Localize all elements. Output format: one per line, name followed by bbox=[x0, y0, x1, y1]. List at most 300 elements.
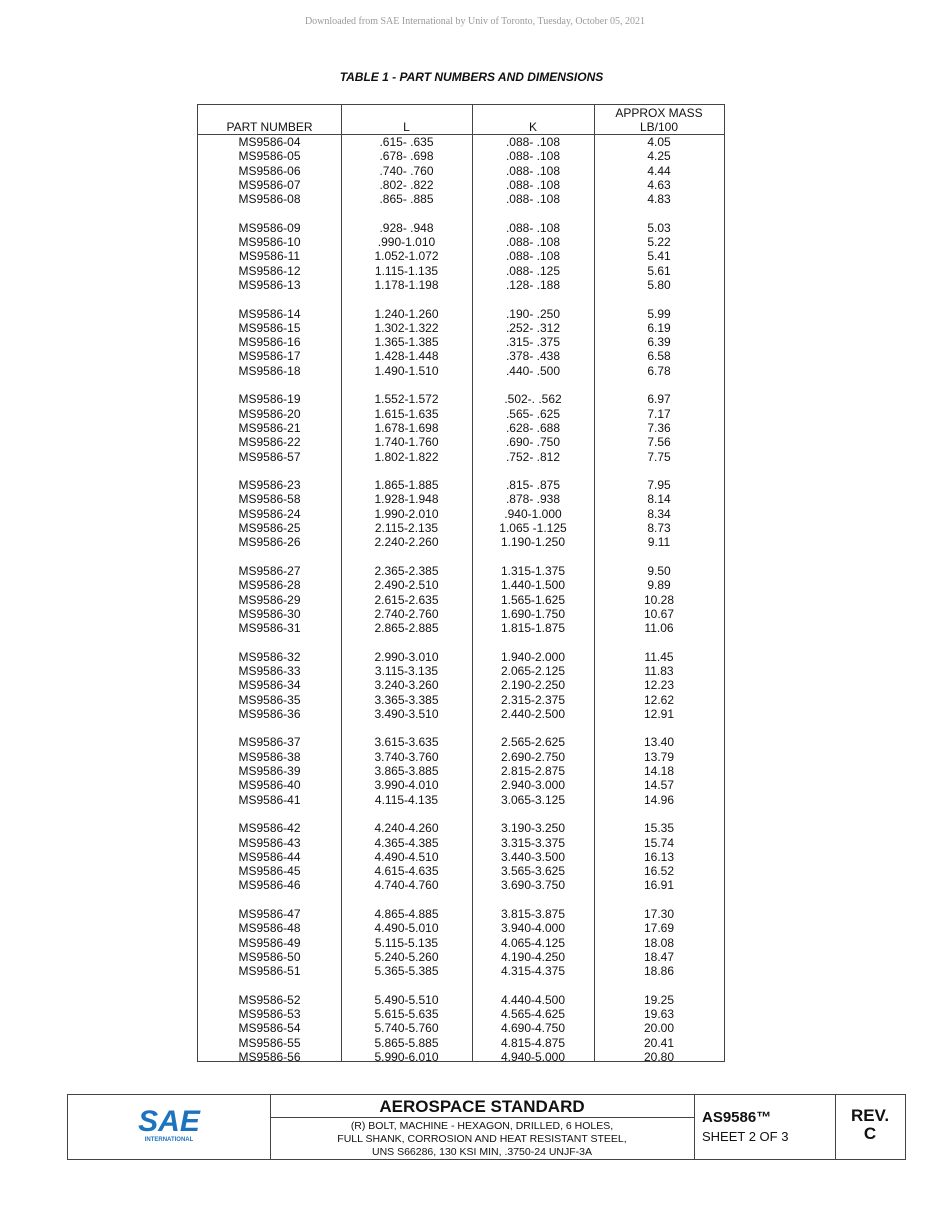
part-number-cell: MS9586-50 bbox=[238, 949, 301, 964]
part-number-cell: MS9586-32 bbox=[238, 649, 301, 664]
k-dimension-cell: .252- .312 bbox=[505, 320, 561, 335]
table-row bbox=[198, 1036, 724, 1050]
mass-cell: 4.63 bbox=[647, 177, 671, 192]
mass-cell: 19.63 bbox=[643, 1007, 675, 1022]
table-row bbox=[198, 435, 724, 449]
revision-value: C bbox=[863, 1124, 877, 1143]
k-dimension-cell: .088- .108 bbox=[505, 192, 561, 207]
table-row bbox=[198, 564, 724, 578]
l-dimension-cell: 1.115-1.135 bbox=[374, 263, 439, 278]
part-numbers-table bbox=[197, 104, 725, 1062]
table-title: TABLE 1 - PART NUMBERS AND DIMENSIONS bbox=[339, 70, 604, 84]
table-row bbox=[198, 507, 724, 521]
part-number-cell: MS9586-46 bbox=[238, 878, 301, 893]
part-number-cell: MS9586-06 bbox=[238, 163, 301, 178]
k-dimension-cell: .190- .250 bbox=[505, 306, 561, 321]
mass-cell: 6.58 bbox=[647, 349, 671, 364]
part-number-cell: MS9586-41 bbox=[238, 792, 301, 807]
part-number-cell: MS9586-25 bbox=[238, 521, 301, 536]
part-number-cell: MS9586-55 bbox=[238, 1035, 301, 1050]
table-row bbox=[198, 907, 724, 921]
part-number-cell: MS9586-23 bbox=[238, 478, 301, 493]
document-number: AS9586™ bbox=[702, 1109, 772, 1126]
mass-cell: 17.30 bbox=[643, 907, 675, 922]
l-dimension-cell: 1.615-1.635 bbox=[374, 406, 439, 421]
mass-cell: 15.74 bbox=[643, 835, 675, 850]
l-dimension-cell: 5.240-5.260 bbox=[374, 949, 439, 964]
mass-cell: 6.39 bbox=[647, 335, 671, 350]
part-number-cell: MS9586-14 bbox=[238, 306, 301, 321]
mass-cell: 11.83 bbox=[644, 663, 674, 678]
download-watermark: Downloaded from SAE International by Univ of Toronto, Tuesday, October 05, 2021 bbox=[304, 16, 646, 27]
mass-cell: 9.50 bbox=[647, 563, 671, 578]
title-cell bbox=[270, 1095, 695, 1159]
table-row bbox=[198, 993, 724, 1007]
mass-cell: 15.35 bbox=[643, 821, 675, 836]
table-row bbox=[198, 578, 724, 592]
part-number-cell: MS9586-19 bbox=[238, 392, 301, 407]
part-number-cell: MS9586-20 bbox=[238, 406, 301, 421]
header-mass-line1: APPROX MASS bbox=[615, 106, 703, 120]
k-dimension-cell: .088- .125 bbox=[505, 263, 561, 278]
k-dimension-cell: 3.190-3.250 bbox=[500, 821, 566, 836]
part-number-cell: MS9586-05 bbox=[238, 149, 301, 164]
table-row bbox=[198, 421, 724, 435]
table-row bbox=[198, 1021, 724, 1035]
part-number-cell: MS9586-51 bbox=[238, 964, 301, 979]
revision-cell bbox=[835, 1095, 905, 1159]
mass-cell: 4.05 bbox=[647, 135, 671, 149]
table-row bbox=[198, 593, 724, 607]
mass-cell: 12.62 bbox=[643, 692, 675, 707]
k-dimension-cell: 4.440-4.500 bbox=[500, 992, 566, 1007]
part-number-cell: MS9586-43 bbox=[238, 835, 301, 850]
l-dimension-cell: 3.115-3.135 bbox=[374, 663, 439, 678]
mass-cell: 6.78 bbox=[647, 363, 671, 378]
l-dimension-cell: 5.615-5.635 bbox=[374, 1007, 439, 1022]
k-dimension-cell: 4.565-4.625 bbox=[500, 1007, 566, 1022]
title-block bbox=[67, 1094, 906, 1160]
part-number-cell: MS9586-09 bbox=[238, 220, 301, 235]
mass-cell: 5.22 bbox=[647, 235, 671, 250]
l-dimension-cell: 4.865-4.885 bbox=[374, 907, 439, 922]
k-dimension-cell: .088- .108 bbox=[505, 163, 561, 178]
l-dimension-cell: .615- .635 bbox=[379, 135, 434, 149]
part-description bbox=[270, 1118, 694, 1159]
part-number-cell: MS9586-30 bbox=[238, 606, 301, 621]
k-dimension-cell: .690- .750 bbox=[505, 435, 561, 450]
mass-cell: 18.47 bbox=[643, 949, 675, 964]
l-dimension-cell: 4.615-4.635 bbox=[374, 864, 439, 879]
table-row bbox=[198, 478, 724, 492]
mass-cell: 7.17 bbox=[647, 406, 671, 421]
k-dimension-cell: .815- .875 bbox=[505, 478, 561, 493]
mass-cell: 8.73 bbox=[647, 521, 671, 536]
row-group bbox=[198, 735, 724, 821]
part-number-cell: MS9586-11 bbox=[238, 249, 301, 264]
part-number-cell: MS9586-35 bbox=[238, 692, 301, 707]
l-dimension-cell: 1.802-1.822 bbox=[374, 449, 439, 464]
l-dimension-cell: 1.552-1.572 bbox=[374, 392, 439, 407]
table-row bbox=[198, 135, 724, 149]
k-dimension-cell: .088- .108 bbox=[505, 249, 561, 264]
mass-cell: 14.57 bbox=[643, 778, 675, 793]
part-number-cell: MS9586-21 bbox=[238, 420, 301, 435]
table-row bbox=[198, 678, 724, 692]
l-dimension-cell: 3.990-4.010 bbox=[374, 778, 439, 793]
k-dimension-cell: .088- .108 bbox=[505, 135, 561, 149]
mass-cell: 6.19 bbox=[647, 320, 671, 335]
l-dimension-cell: 2.490-2.510 bbox=[374, 578, 439, 593]
k-dimension-cell: 2.190-2.250 bbox=[500, 678, 566, 693]
l-dimension-cell: 2.240-2.260 bbox=[374, 535, 439, 550]
k-dimension-cell: 4.315-4.375 bbox=[500, 964, 566, 979]
table-row bbox=[198, 707, 724, 721]
part-number-cell: MS9586-37 bbox=[238, 735, 301, 750]
mass-cell: 9.89 bbox=[647, 578, 671, 593]
table-row bbox=[198, 921, 724, 935]
l-dimension-cell: .928- .948 bbox=[379, 220, 434, 235]
table-row bbox=[198, 778, 724, 792]
description-line: FULL SHANK, CORROSION AND HEAT RESISTANT STEEL, bbox=[337, 1133, 627, 1145]
mass-cell: 18.86 bbox=[643, 964, 675, 979]
row-group bbox=[198, 307, 724, 393]
k-dimension-cell: 4.065-4.125 bbox=[500, 935, 566, 950]
mass-cell: 16.52 bbox=[643, 864, 675, 879]
row-group bbox=[198, 821, 724, 907]
logo-text: SAE bbox=[138, 1105, 200, 1138]
k-dimension-cell: 2.940-3.000 bbox=[500, 778, 566, 793]
l-dimension-cell: 2.865-2.885 bbox=[374, 621, 439, 636]
table-row bbox=[198, 836, 724, 850]
l-dimension-cell: 1.490-1.510 bbox=[374, 363, 439, 378]
k-dimension-cell: .502-. .562 bbox=[504, 392, 562, 407]
k-dimension-cell: 3.065-3.125 bbox=[500, 792, 566, 807]
part-number-cell: MS9586-42 bbox=[238, 821, 301, 836]
header-part-number: PART NUMBER bbox=[226, 120, 313, 134]
header-approx-mass bbox=[594, 106, 724, 134]
mass-cell: 14.18 bbox=[643, 764, 675, 779]
table-row bbox=[198, 178, 724, 192]
k-dimension-cell: .088- .108 bbox=[505, 177, 561, 192]
k-dimension-cell: .940-1.000 bbox=[504, 506, 562, 521]
l-dimension-cell: 1.302-1.322 bbox=[374, 320, 439, 335]
table-row bbox=[198, 321, 724, 335]
l-dimension-cell: 3.240-3.260 bbox=[374, 678, 439, 693]
part-number-cell: MS9586-07 bbox=[238, 177, 301, 192]
k-dimension-cell: .440- .500 bbox=[505, 363, 561, 378]
part-number-cell: MS9586-16 bbox=[238, 335, 301, 350]
l-dimension-cell: 4.365-4.385 bbox=[374, 835, 439, 850]
k-dimension-cell: 3.565-3.625 bbox=[500, 864, 566, 879]
l-dimension-cell: 1.990-2.010 bbox=[374, 506, 439, 521]
part-number-cell: MS9586-12 bbox=[238, 263, 301, 278]
part-number-cell: MS9586-15 bbox=[238, 320, 301, 335]
l-dimension-cell: 3.365-3.385 bbox=[374, 692, 439, 707]
table-row bbox=[198, 621, 724, 635]
table-row bbox=[198, 264, 724, 278]
row-group bbox=[198, 993, 724, 1079]
table-row bbox=[198, 407, 724, 421]
row-group bbox=[198, 650, 724, 736]
table-row bbox=[198, 235, 724, 249]
l-dimension-cell: 2.365-2.385 bbox=[374, 563, 439, 578]
mass-cell: 5.80 bbox=[647, 277, 671, 292]
table-row bbox=[198, 364, 724, 378]
table-row bbox=[198, 492, 724, 506]
part-number-cell: MS9586-28 bbox=[238, 578, 301, 593]
l-dimension-cell: 1.428-1.448 bbox=[374, 349, 439, 364]
table-row bbox=[198, 1007, 724, 1021]
mass-cell: 9.11 bbox=[647, 535, 671, 550]
row-group bbox=[198, 564, 724, 650]
table-row bbox=[198, 164, 724, 178]
l-dimension-cell: 3.490-3.510 bbox=[374, 706, 439, 721]
k-dimension-cell: .378- .438 bbox=[505, 349, 561, 364]
mass-cell: 16.13 bbox=[643, 849, 675, 864]
table-row bbox=[198, 864, 724, 878]
table-row bbox=[198, 450, 724, 464]
k-dimension-cell: 1.440-1.500 bbox=[500, 578, 566, 593]
l-dimension-cell: 2.990-3.010 bbox=[374, 649, 439, 664]
k-dimension-cell: .128- .188 bbox=[505, 277, 561, 292]
l-dimension-cell: 3.865-3.885 bbox=[374, 764, 439, 779]
row-group bbox=[198, 478, 724, 564]
k-dimension-cell: 3.690-3.750 bbox=[500, 878, 566, 893]
part-number-cell: MS9586-58 bbox=[238, 492, 301, 507]
table-row bbox=[198, 750, 724, 764]
mass-cell: 20.41 bbox=[643, 1035, 675, 1050]
table-row bbox=[198, 793, 724, 807]
l-dimension-cell: 3.740-3.760 bbox=[374, 749, 439, 764]
table-row bbox=[198, 735, 724, 749]
table-row bbox=[198, 349, 724, 363]
part-number-cell: MS9586-57 bbox=[238, 449, 301, 464]
part-number-cell: MS9586-13 bbox=[238, 277, 301, 292]
mass-cell: 14.96 bbox=[643, 792, 675, 807]
k-dimension-cell: .628- .688 bbox=[505, 420, 561, 435]
part-number-cell: MS9586-45 bbox=[238, 864, 301, 879]
l-dimension-cell: 3.615-3.635 bbox=[374, 735, 439, 750]
mass-cell: 4.25 bbox=[647, 149, 671, 164]
mass-cell: 13.79 bbox=[643, 749, 675, 764]
table-row bbox=[198, 650, 724, 664]
mass-cell: 7.75 bbox=[647, 449, 671, 464]
k-dimension-cell: 4.690-4.750 bbox=[500, 1021, 566, 1036]
part-number-cell: MS9586-52 bbox=[238, 992, 301, 1007]
l-dimension-cell: 1.740-1.760 bbox=[374, 435, 439, 450]
l-dimension-cell: .990-1.010 bbox=[377, 235, 436, 250]
k-dimension-cell: 2.065-2.125 bbox=[500, 663, 566, 678]
part-number-cell: MS9586-04 bbox=[238, 135, 301, 149]
k-dimension-cell: .088- .108 bbox=[505, 149, 561, 164]
table-row bbox=[198, 335, 724, 349]
part-number-cell: MS9586-27 bbox=[238, 563, 301, 578]
k-dimension-cell: .315- .375 bbox=[505, 335, 561, 350]
k-dimension-cell: 2.565-2.625 bbox=[500, 735, 566, 750]
part-number-cell: MS9586-17 bbox=[238, 349, 301, 364]
table-row bbox=[198, 221, 724, 235]
row-group bbox=[198, 392, 724, 478]
mass-cell: 11.45 bbox=[644, 649, 674, 664]
mass-cell: 6.97 bbox=[647, 392, 671, 407]
l-dimension-cell: 4.240-4.260 bbox=[374, 821, 439, 836]
part-number-cell: MS9586-08 bbox=[238, 192, 301, 207]
table-row bbox=[198, 278, 724, 292]
table-row bbox=[198, 192, 724, 206]
table-row bbox=[198, 607, 724, 621]
l-dimension-cell: 2.740-2.760 bbox=[374, 606, 439, 621]
part-number-cell: MS9586-40 bbox=[238, 778, 301, 793]
sae-logo-icon bbox=[68, 1095, 270, 1159]
header-l: L bbox=[403, 120, 410, 134]
l-dimension-cell: 1.365-1.385 bbox=[374, 335, 439, 350]
table-row bbox=[198, 850, 724, 864]
k-dimension-cell: 4.815-4.875 bbox=[500, 1035, 566, 1050]
mass-cell: 4.83 bbox=[647, 192, 671, 207]
table-row bbox=[198, 1050, 724, 1064]
table-row bbox=[198, 950, 724, 964]
header-k: K bbox=[528, 120, 537, 134]
k-dimension-cell: 3.940-4.000 bbox=[500, 921, 566, 936]
part-number-cell: MS9586-18 bbox=[238, 363, 301, 378]
mass-cell: 18.08 bbox=[643, 935, 675, 950]
table-row bbox=[198, 392, 724, 406]
mass-cell: 7.36 bbox=[647, 420, 671, 435]
k-dimension-cell: 2.315-2.375 bbox=[500, 692, 566, 707]
mass-cell: 16.91 bbox=[643, 878, 675, 893]
standard-title: AEROSPACE STANDARD bbox=[270, 1095, 694, 1118]
part-number-cell: MS9586-10 bbox=[238, 235, 301, 250]
mass-cell: 5.99 bbox=[647, 306, 671, 321]
table-body bbox=[198, 135, 724, 1079]
mass-cell: 19.25 bbox=[643, 992, 675, 1007]
part-number-cell: MS9586-47 bbox=[238, 907, 301, 922]
l-dimension-cell: 4.490-4.510 bbox=[374, 849, 439, 864]
mass-cell: 8.34 bbox=[647, 506, 671, 521]
k-dimension-cell: 4.940-5.000 bbox=[500, 1050, 566, 1064]
sheet-number: SHEET 2 OF 3 bbox=[702, 1129, 789, 1144]
table-row bbox=[198, 936, 724, 950]
part-number-cell: MS9586-56 bbox=[238, 1050, 301, 1064]
k-dimension-cell: 2.440-2.500 bbox=[500, 706, 566, 721]
part-number-cell: MS9586-44 bbox=[238, 849, 301, 864]
part-number-cell: MS9586-24 bbox=[238, 506, 301, 521]
l-dimension-cell: 1.240-1.260 bbox=[374, 306, 439, 321]
part-number-cell: MS9586-38 bbox=[238, 749, 301, 764]
document-cell bbox=[694, 1095, 836, 1159]
part-number-cell: MS9586-36 bbox=[238, 706, 301, 721]
k-dimension-cell: .088- .108 bbox=[505, 220, 561, 235]
k-dimension-cell: 1.690-1.750 bbox=[500, 606, 566, 621]
l-dimension-cell: 1.178-1.198 bbox=[374, 277, 439, 292]
part-number-cell: MS9586-22 bbox=[238, 435, 301, 450]
l-dimension-cell: 4.490-5.010 bbox=[374, 921, 439, 936]
table-row bbox=[198, 693, 724, 707]
row-group bbox=[198, 135, 724, 221]
part-number-cell: MS9586-54 bbox=[238, 1021, 301, 1036]
table-row bbox=[198, 521, 724, 535]
k-dimension-cell: 1.190-1.250 bbox=[500, 535, 566, 550]
logo-subtext: INTERNATIONAL bbox=[144, 1137, 194, 1143]
row-group bbox=[198, 907, 724, 993]
mass-cell: 10.67 bbox=[643, 606, 675, 621]
description-line: UNS S66286, 130 KSI MIN, .3750-24 UNJF-3A bbox=[371, 1146, 593, 1158]
l-dimension-cell: 2.615-2.635 bbox=[374, 592, 439, 607]
k-dimension-cell: 2.690-2.750 bbox=[500, 749, 566, 764]
k-dimension-cell: 4.190-4.250 bbox=[500, 949, 566, 964]
table-row bbox=[198, 964, 724, 978]
table-row bbox=[198, 535, 724, 549]
l-dimension-cell: 5.865-5.885 bbox=[374, 1035, 439, 1050]
k-dimension-cell: 1.940-2.000 bbox=[500, 649, 566, 664]
mass-cell: 5.61 bbox=[647, 263, 671, 278]
table-row bbox=[198, 878, 724, 892]
mass-cell: 17.69 bbox=[643, 921, 675, 936]
table-row bbox=[198, 249, 724, 263]
mass-cell: 20.00 bbox=[643, 1021, 675, 1036]
mass-cell: 20.80 bbox=[643, 1050, 675, 1064]
mass-cell: 7.56 bbox=[647, 435, 671, 450]
l-dimension-cell: .802- .822 bbox=[379, 177, 434, 192]
k-dimension-cell: .752- .812 bbox=[505, 449, 561, 464]
l-dimension-cell: .865- .885 bbox=[379, 192, 434, 207]
k-dimension-cell: 3.440-3.500 bbox=[500, 849, 566, 864]
description-line: (R) BOLT, MACHINE - HEXAGON, DRILLED, 6 HOLES, bbox=[350, 1120, 614, 1132]
l-dimension-cell: 5.490-5.510 bbox=[374, 992, 439, 1007]
k-dimension-cell: .088- .108 bbox=[505, 235, 561, 250]
k-dimension-cell: .565- .625 bbox=[505, 406, 561, 421]
mass-cell: 12.91 bbox=[643, 706, 675, 721]
part-number-cell: MS9586-26 bbox=[238, 535, 301, 550]
k-dimension-cell: 3.315-3.375 bbox=[500, 835, 566, 850]
part-number-cell: MS9586-53 bbox=[238, 1007, 301, 1022]
mass-cell: 11.06 bbox=[644, 621, 674, 636]
mass-cell: 13.40 bbox=[643, 735, 675, 750]
mass-cell: 12.23 bbox=[643, 678, 675, 693]
k-dimension-cell: 2.815-2.875 bbox=[500, 764, 566, 779]
part-number-cell: MS9586-48 bbox=[238, 921, 301, 936]
l-dimension-cell: 1.678-1.698 bbox=[374, 420, 439, 435]
part-number-cell: MS9586-34 bbox=[238, 678, 301, 693]
l-dimension-cell: .678- .698 bbox=[379, 149, 434, 164]
l-dimension-cell: 2.115-2.135 bbox=[374, 521, 439, 536]
header-mass-line2: LB/100 bbox=[639, 120, 679, 134]
table-row bbox=[198, 149, 724, 163]
revision-label: REV. bbox=[850, 1106, 890, 1125]
l-dimension-cell: 1.052-1.072 bbox=[374, 249, 439, 264]
l-dimension-cell: 5.365-5.385 bbox=[374, 964, 439, 979]
l-dimension-cell: 4.115-4.135 bbox=[374, 792, 439, 807]
mass-cell: 7.95 bbox=[647, 478, 671, 493]
part-number-cell: MS9586-49 bbox=[238, 935, 301, 950]
mass-cell: 5.41 bbox=[647, 249, 671, 264]
l-dimension-cell: 5.115-5.135 bbox=[374, 935, 439, 950]
mass-cell: 10.28 bbox=[643, 592, 675, 607]
l-dimension-cell: .740- .760 bbox=[379, 163, 434, 178]
logo-cell bbox=[68, 1095, 271, 1159]
part-number-cell: MS9586-31 bbox=[238, 621, 301, 636]
mass-cell: 4.44 bbox=[647, 163, 671, 178]
k-dimension-cell: 1.315-1.375 bbox=[500, 563, 566, 578]
table-row bbox=[198, 307, 724, 321]
l-dimension-cell: 4.740-4.760 bbox=[374, 878, 439, 893]
part-number-cell: MS9586-39 bbox=[238, 764, 301, 779]
k-dimension-cell: 1.565-1.625 bbox=[500, 592, 566, 607]
k-dimension-cell: 3.815-3.875 bbox=[500, 907, 566, 922]
table-row bbox=[198, 764, 724, 778]
row-group bbox=[198, 221, 724, 307]
